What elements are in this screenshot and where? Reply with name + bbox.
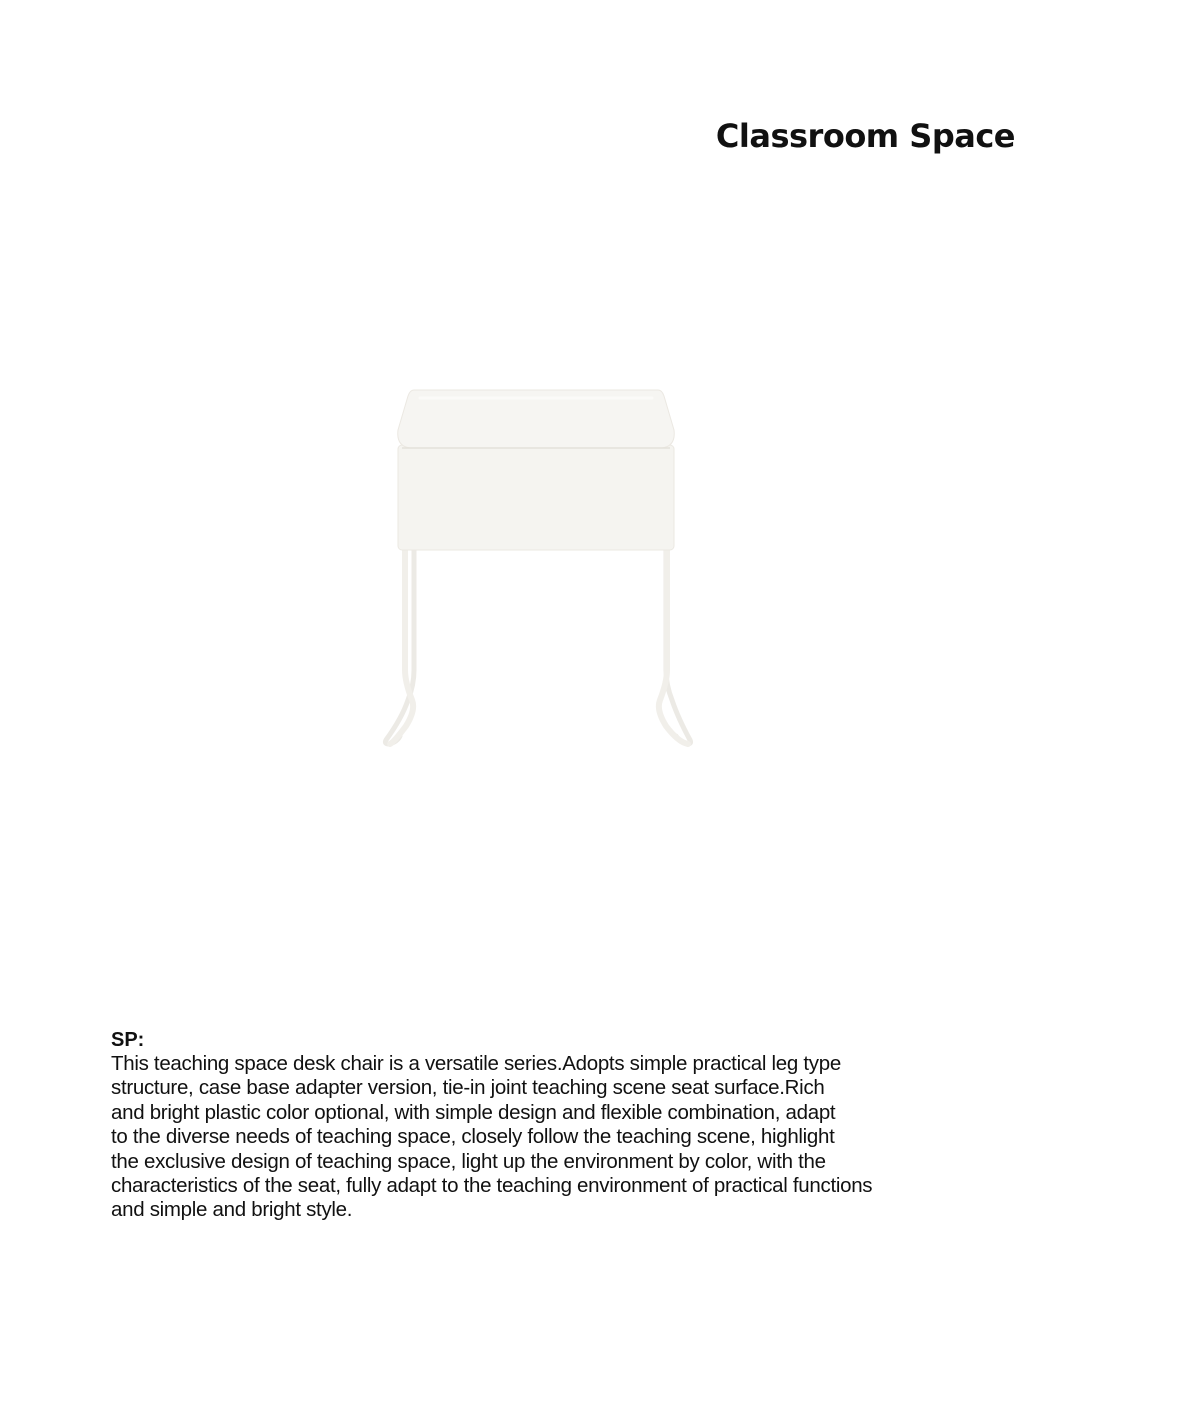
stool-front-leg-right <box>659 550 688 744</box>
description-text: This teaching space desk chair is a versatile series.Adopts simple practical leg type structure, case base adapter version, tie-in joint teaching scene seat surface.Rich and bright plastic color optional, with simple design and flexible combination, adapt to the diverse needs of teaching space, closely follow the teaching scene, highlight the exclusive design of teaching space, light up the environment by color, with the characteristics of the seat, fully adapt to the teaching environment of practical functions and simple and bright style. <box>111 1052 873 1222</box>
page-title: Classroom Space <box>715 117 1015 155</box>
product-image <box>370 370 710 770</box>
product-description <box>111 1028 1011 1223</box>
stool-body <box>398 445 674 550</box>
description-label: SP: <box>111 1029 145 1051</box>
stool-icon <box>370 370 710 770</box>
